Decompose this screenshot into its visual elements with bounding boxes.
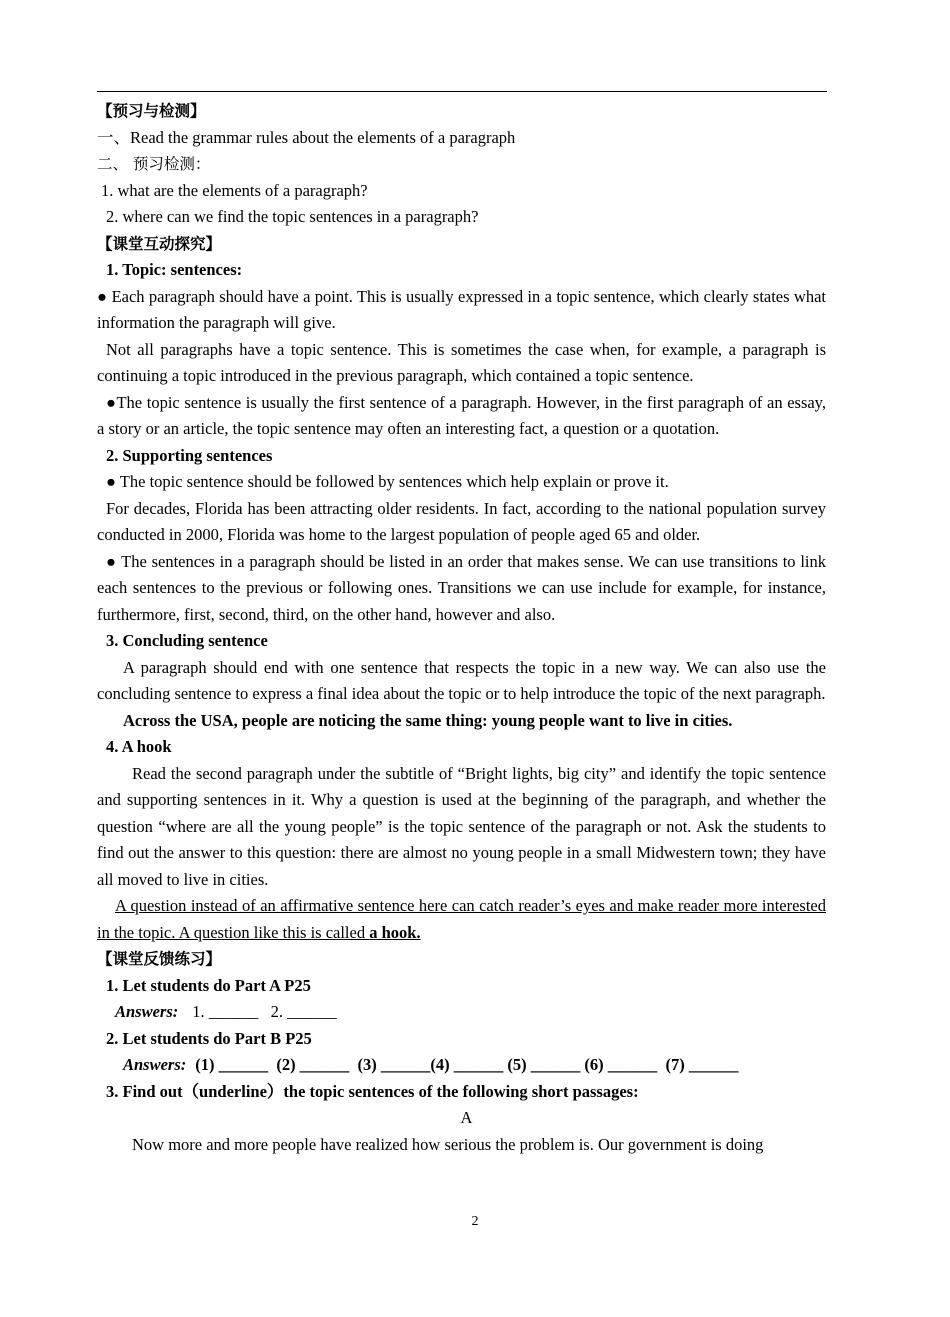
passage-text: Now more and more people have realized how serious the problem is. Our government is doing bbox=[132, 1134, 764, 1154]
hook-conclusion-text: A question instead of an affirmative sentence here can catch reader’s eyes and make reader more interested in the topic. A question like this is called bbox=[97, 896, 826, 942]
hook-conclusion bbox=[97, 893, 826, 946]
support-paragraph-2: For decades, Florida has been attracting older residents. In fact, according to the national population survey conducted in 2000, Florida was home to the largest population of people aged 65 and older. bbox=[97, 498, 826, 544]
topic-title: 1. Topic: sentences: bbox=[106, 260, 243, 279]
topic-paragraph-1: ● Each paragraph should have a point. This is usually expressed in a topic sentence, which clearly states what information the paragraph will give. bbox=[97, 286, 826, 332]
support-paragraph-3: ● The sentences in a paragraph should be listed in an order that makes sense. We can use transitions to link each sentences to the previous or following ones. Transitions we can use include for example, for instance, furthermore, first, second, third, on the other hand, however and also. bbox=[97, 551, 826, 624]
exercise-2-answers bbox=[97, 1052, 826, 1079]
feedback-header: 【课堂反馈练习】 bbox=[97, 950, 222, 968]
class-header: 【课堂互动探究】 bbox=[97, 234, 222, 253]
exercise-1-answers-label: Answers: bbox=[115, 1002, 179, 1021]
document-body bbox=[97, 98, 826, 1158]
hook-title: 4. A hook bbox=[106, 737, 172, 756]
preview-header: 【预习与检测】 bbox=[97, 102, 206, 120]
concluding-title: 3. Concluding sentence bbox=[106, 631, 268, 650]
support-paragraph-1: ● The topic sentence should be followed by sentences which help explain or prove it. bbox=[106, 472, 669, 491]
exercise-2-answers-label: Answers: bbox=[123, 1055, 187, 1074]
exercise-3-title: 3. Find out（underline）the topic sentences of the following short passages: bbox=[106, 1081, 639, 1101]
question-2: 2. where can we find the topic sentences in a paragraph? bbox=[106, 207, 479, 226]
topic-paragraph-3: ●The topic sentence is usually the first sentence of a paragraph. However, in the first paragraph of an essay, a story or an article, the topic sentence may often an interesting fact, a question or a quotation. bbox=[97, 392, 826, 438]
preview-item-1: 一、Read the grammar rules about the elements of a paragraph bbox=[97, 127, 516, 147]
hook-paragraph: Read the second paragraph under the subtitle of “Bright lights, big city” and identify the topic sentence and supporting sentences in it. Why a question is used at the beginning of the paragraph, and whether the question “where are all the young people” is the topic sentence of the paragraph or not. Ask the students to find out the answer to this question: there are almost no young people in a small Midwestern town; they have all moved to live in cities. bbox=[97, 763, 826, 889]
exercise-1-answers bbox=[97, 999, 826, 1026]
support-title: 2. Supporting sentences bbox=[106, 445, 273, 465]
question-1: 1. what are the elements of a paragraph? bbox=[101, 180, 368, 200]
concluding-example: Across the USA, people are noticing the same thing: young people want to live in cities. bbox=[123, 710, 733, 730]
hook-term: a hook. bbox=[369, 922, 421, 942]
concluding-paragraph: A paragraph should end with one sentence that respects the topic in a new way. We can also use the concluding sentence to express a final idea about the topic or to help introduce the topic of the next paragraph. bbox=[97, 657, 826, 703]
passage-label: A bbox=[460, 1108, 473, 1127]
exercise-2-title: 2. Let students do Part B P25 bbox=[106, 1028, 312, 1048]
header-rule bbox=[97, 91, 827, 92]
exercise-2-blanks: (1) ______ (2) ______ (3) ______(4) ______ (5) ______ (6) ______ (7) ______ bbox=[195, 1055, 739, 1074]
exercise-1-blanks: 1. ______ 2. ______ bbox=[192, 1002, 337, 1021]
exercise-1-title: 1. Let students do Part A P25 bbox=[106, 975, 311, 995]
page-number: 2 bbox=[471, 1214, 479, 1229]
topic-paragraph-2: Not all paragraphs have a topic sentence. This is sometimes the case when, for example, a paragraph is continuing a topic introduced in the previous paragraph, which contained a topic sentence. bbox=[97, 339, 826, 385]
preview-item-2: 二、 预习检测： bbox=[97, 155, 211, 173]
